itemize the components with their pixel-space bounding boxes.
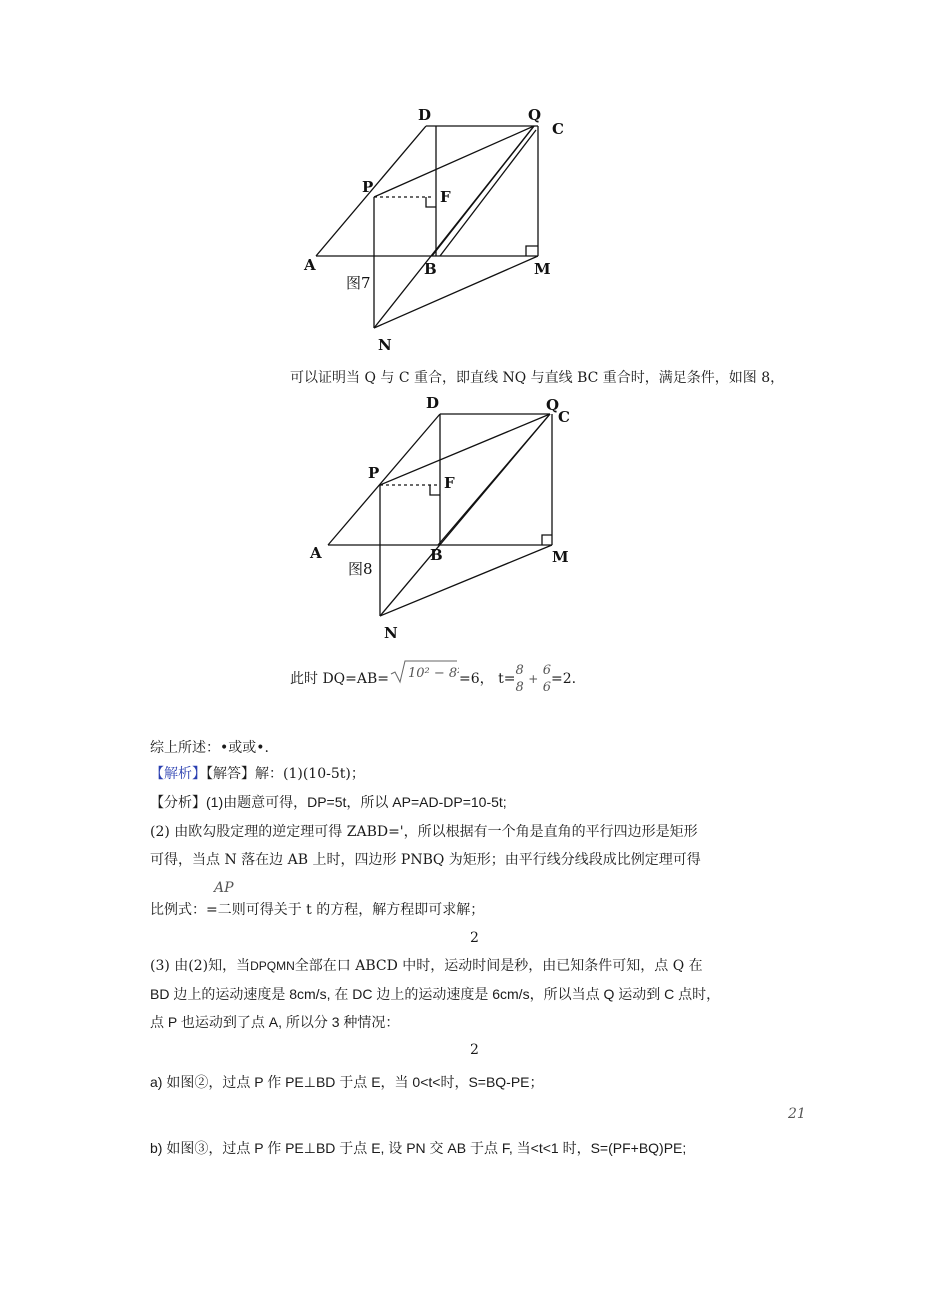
fraction-1-den: 8 — [515, 680, 524, 695]
calc-prefix: 此时 DQ=AB= — [290, 671, 390, 687]
fig7-label-F: F — [440, 188, 451, 206]
sqrt-radicand: 10² − 8² — [408, 666, 460, 681]
part3-line1-b: 全部在口 ABCD 中时，运动时间是秒，由已知条件可知，点 Q 在 — [294, 958, 703, 974]
fig8-label-D: D — [426, 394, 440, 412]
part2-line2: 可得，当点 N 落在边 AB 上时，四边形 PNBQ 为矩形；由平行线分线段成比例定理可得 — [150, 852, 701, 868]
part3-line2: BD 边上的运动速度是 8cm/s, 在 DC 边上的运动速度是 6cm/s，所以当点 Q 运动到 C 点时， — [150, 986, 721, 1002]
sqrt-expression — [389, 658, 459, 700]
part3-line1-a: (3) 由(2)知，当 — [150, 958, 251, 974]
prove-line: 可以证明当 Q 与 C 重合，即直线 NQ 与直线 BC 重合时，满足条件，如图 8， — [290, 370, 785, 386]
page-number-2b: 2 — [470, 1042, 479, 1058]
fig7-label-D: D — [418, 106, 432, 124]
fig7-label-Q: Q — [528, 106, 542, 124]
answer-body: 解：(1)(10-5t)； — [255, 766, 365, 782]
answer-line — [150, 764, 365, 784]
fig8-caption: 图8 — [348, 560, 373, 578]
fig8-label-P: P — [368, 464, 380, 482]
analysis-tag: 【解析】 — [150, 766, 206, 782]
fraction-1-num: 8 — [515, 663, 524, 678]
fig8-label-M: M — [552, 548, 569, 566]
fraction-2-den: 6 — [542, 680, 551, 695]
fraction-2-num: 6 — [542, 663, 551, 678]
page-number-2a: 2 — [470, 930, 479, 946]
fig8-label-F: F — [444, 474, 455, 492]
answer-tag: 【解答】 — [206, 766, 255, 782]
plus-sign: + — [528, 672, 539, 686]
calc-line — [290, 658, 576, 700]
part2-line3: 比例式：=二则可得关于 t 的方程，解方程即可求解； — [150, 902, 485, 918]
fig7-caption: 图7 — [346, 274, 371, 292]
summary-line: 综上所述：•或或•. — [150, 740, 269, 756]
calc-eq2: =2. — [551, 671, 577, 687]
fig8-label-B: B — [430, 546, 443, 564]
fig7-label-P: P — [362, 178, 374, 196]
part3-line1-small: DPQMN — [250, 959, 295, 973]
figure-7 — [290, 100, 590, 360]
part3-line3: 点 P 也运动到了点 A, 所以分 3 种情况： — [150, 1014, 400, 1030]
fig8-label-C: C — [558, 408, 570, 426]
analysis-line: 【分析】(1)由题意可得，DP=5t，所以 AP=AD-DP=10-5t; — [150, 794, 507, 810]
part3-line1 — [150, 956, 703, 976]
part2-line1: (2) 由欧勾股定理的逆定理可得 ZABD='，所以根据有一个角是直角的平行四边形是矩形 — [150, 824, 698, 840]
case-a-line: a) 如图②，过点 P 作 PE⊥BD 于点 E，当 0<t<时，S=BQ-PE； — [150, 1074, 544, 1090]
fig7-label-A: A — [304, 256, 316, 274]
fraction-2 — [543, 662, 551, 696]
fig8-label-Q: Q — [546, 396, 560, 414]
case-b-line: b) 如图③，过点 P 作 PE⊥BD 于点 E, 设 PN 交 AB 于点 F, 当<t<1 时，S=(PF+BQ)PE; — [150, 1140, 687, 1156]
figure-8 — [290, 388, 590, 648]
calc-eq6: =6， t= — [459, 671, 516, 687]
ap-label: AP — [214, 880, 234, 896]
fig7-label-B: B — [424, 260, 437, 278]
fig8-label-A: A — [310, 544, 322, 562]
fig7-label-C: C — [552, 120, 564, 138]
fig7-label-M: M — [534, 260, 551, 278]
fig8-label-N: N — [384, 624, 398, 642]
number-21: 21 — [788, 1106, 806, 1122]
fig7-label-N: N — [378, 336, 392, 354]
fraction-1 — [515, 662, 523, 696]
